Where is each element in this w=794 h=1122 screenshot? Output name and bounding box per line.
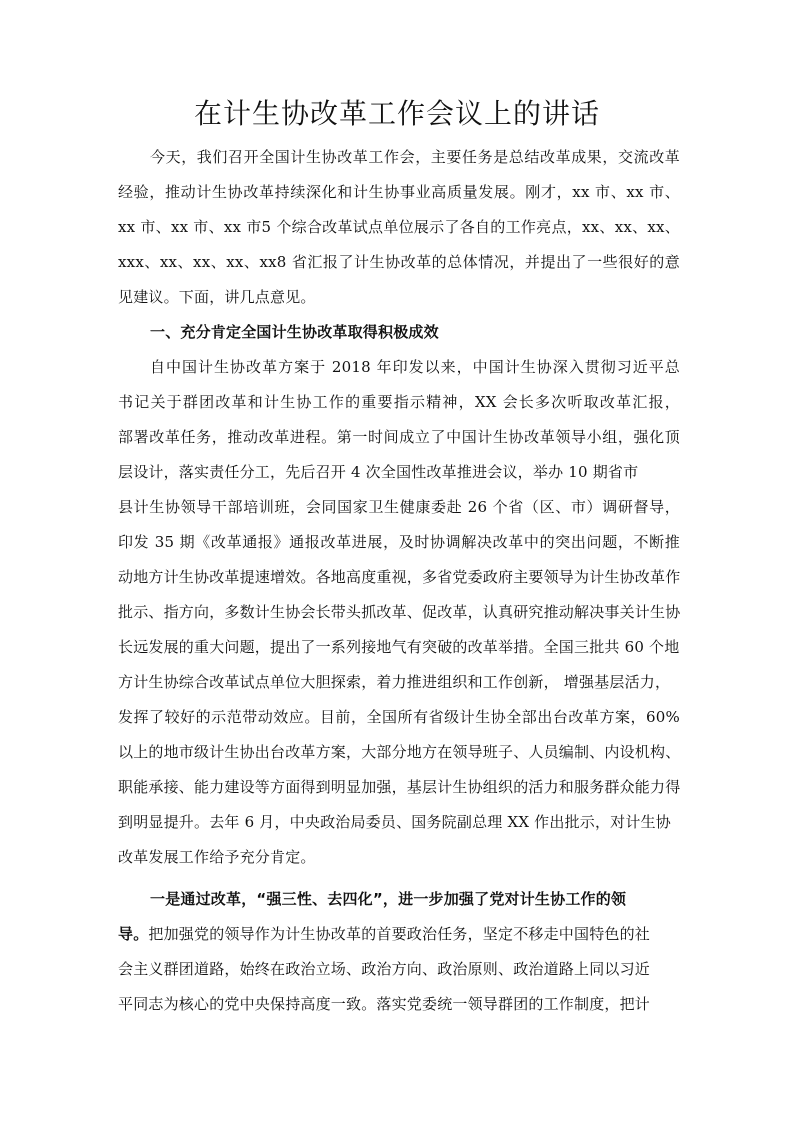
paragraph-line: 到明显提升。去年 6 月，中央政治局委员、国务院副总理 XX 作出批示，对计生协 xyxy=(118,813,671,831)
paragraph-line: 县计生协领导干部培训班，会同国家卫生健康委赴 26 个省（区、市）调研督导， xyxy=(118,498,680,516)
paragraph-line: 长远发展的重大问题，提出了一系列接地气有突破的改革举措。全国三批共 60 个地 xyxy=(118,638,680,656)
bold-point-line: 一是通过改革，“强三性、去四化”，进一步加强了党对计生协工作的领 xyxy=(150,890,627,908)
document-body xyxy=(118,143,680,1025)
paragraph-line: 平同志为核心的党中央保持高度一致。落实党委统一领导群团的工作制度，把计 xyxy=(118,995,651,1013)
paragraph-line: 书记关于群团改革和计生协工作的重要指示精神，XX 会长多次听取改革汇报， xyxy=(118,393,680,411)
paragraph-line xyxy=(118,920,680,955)
paragraph-line: 自中国计生协改革方案于 2018 年印发以来，中国计生协深入贯彻习近平总 xyxy=(150,358,680,376)
paragraph-line: 批示、指方向，多数计生协会长带头抓改革、促改革，认真研究推动解决事关计生协 xyxy=(118,603,681,621)
document-title: 在计生协改革工作会议上的讲话 xyxy=(193,97,600,130)
paragraph-line: 印发 35 期《改革通报》通报改革进展，及时协调解决改革中的突出问题，不断推 xyxy=(118,533,680,551)
paragraph-line: 动地方计生协改革提速增效。各地高度重视，多省党委政府主要领导为计生协改革作 xyxy=(118,568,681,586)
paragraph-line: 部署改革任务，推动改革进程。第一时间成立了中国计生协改革领导小组，强化顶 xyxy=(118,428,680,446)
paragraph-line: 会主义群团道路，始终在政治立场、政治方向、政治原则、政治道路上同以习近 xyxy=(118,960,651,978)
paragraph-line: 经验，推动计生协改革持续深化和计生协事业高质量发展。刚才，xx 市、xx 市、 xyxy=(118,183,680,201)
paragraph-line: 层设计，落实责任分工，先后召开 4 次全国性改革推进会议，举办 10 期省市 xyxy=(118,463,639,481)
paragraph-line: xx 市、xx 市、xx 市5 个综合改革试点单位展示了各自的工作亮点，xx、xx、xx、 xyxy=(118,218,680,236)
paragraph-line: 职能承接、能力建设等方面得到明显加强，基层计生协组织的活力和服务群众能力得 xyxy=(118,778,681,796)
bold-point-end: 导。 xyxy=(118,925,149,943)
paragraph-line: 今天，我们召开全国计生协改革工作会，主要任务是总结改革成果，交流改革 xyxy=(150,148,680,166)
paragraph-line: xxx、xx、xx、xx、xx8 省汇报了计生协改革的总体情况，并提出了一些很好的意 xyxy=(118,253,680,271)
paragraph-line: 改革发展工作给予充分肯定。 xyxy=(118,848,316,866)
paragraph-line: 以上的地市级计生协出台改革方案，大部分地方在领导班子、人员编制、内设机构、 xyxy=(118,743,681,761)
paragraph-line: 方计生协综合改革试点单位大胆探索，着力推进组织和工作创新， 增强基层活力， xyxy=(118,673,671,691)
section-heading: 一、充分肯定全国计生协改革取得积极成效 xyxy=(150,323,439,341)
paragraph-line: 见建议。下面，讲几点意见。 xyxy=(118,288,316,306)
paragraph-text: 把加强党的领导作为计生协改革的首要政治任务，坚定不移走中国特色的社 xyxy=(148,925,651,943)
paragraph-line: 发挥了较好的示范带动效应。目前，全国所有省级计生协全部出台改革方案，60% xyxy=(118,708,680,726)
